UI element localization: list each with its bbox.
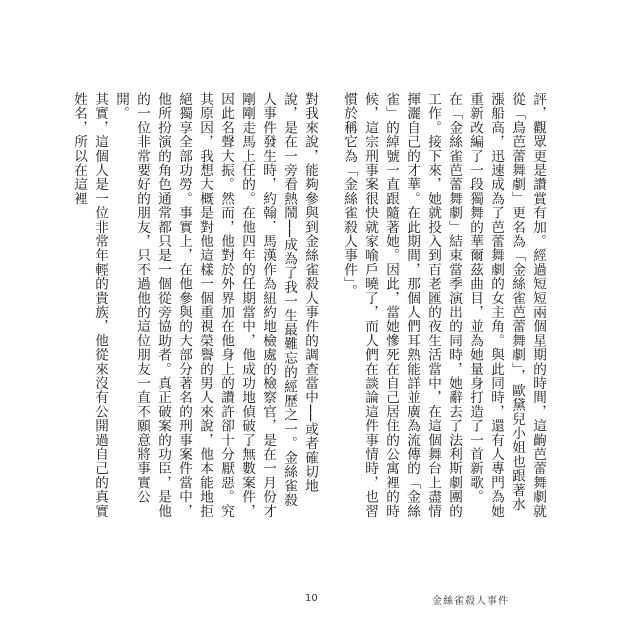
running-footer-title: 金絲雀殺人事件: [432, 596, 509, 607]
vertical-text-body: [71, 92, 548, 520]
paragraph-4: 其實，這個人是一位非常年輕的貴族，他從來沒有公開過自己的真實姓名，所以在這裡: [71, 92, 108, 518]
paragraph-1: 評，觀眾更是讚賞有加。經過短短兩個星期的時間，這齣芭蕾舞劇就從「鳥芭蕾舞劇」更名為「金絲雀芭蕾舞劇」，歐黛兒小姐也跟著水漲船高，迅速成為了芭蕾舞劇的女主角。與此同時，還有人專門為她重新改編了一段獨舞的華爾茲曲目，並為她量身打造了一首新歌。: [467, 92, 546, 518]
paragraph-3: 對我來說，能夠參與到金絲雀殺人事件的調查當中──或者確切地說，是在一旁看熱鬧──成為了我一生最難忘的經歷之一。金絲雀殺人事件發生時，約翰．馬漢作為紐約地檢處的檢察官，是在一月份才剛剛走馬上任的。在他四年的任期當中，他成功地偵破了無數案件，因此名聲大振。然而，他對於外界加在他身上的讚許卻十分厭惡。究其原因，我想大概是對他這樣一個重視榮譽的男人來說，他本能地拒絕獨享全部功勞。事實上，在他參與的大部分著名的刑事案件當中，他所扮演的角色通常都只是一個從旁協助者。真正破案的功臣，是他的一位非常要好的朋友，只不過他的這位朋友一直不願意將事實公開。: [113, 92, 318, 518]
page-number: 10: [305, 593, 318, 604]
paragraph-2: 在「金絲雀芭蕾舞劇」結束當季演出的同時，她辭去了法利斯劇團的工作。接下來，她就投入到百老匯的夜生活當中，在這個舞台上盡情揮灑自己的才華。在此期間，那個人們耳熟能詳並廣為流傳的「金絲雀」的綽號一直跟隨著她。因此，當她慘死在自己居住的公寓裡的時候，這宗刑事案很快就家喻戶曉了，而人們在談論這件事情時，也習慣於稱它為「金絲雀殺人事件」。: [341, 92, 462, 518]
